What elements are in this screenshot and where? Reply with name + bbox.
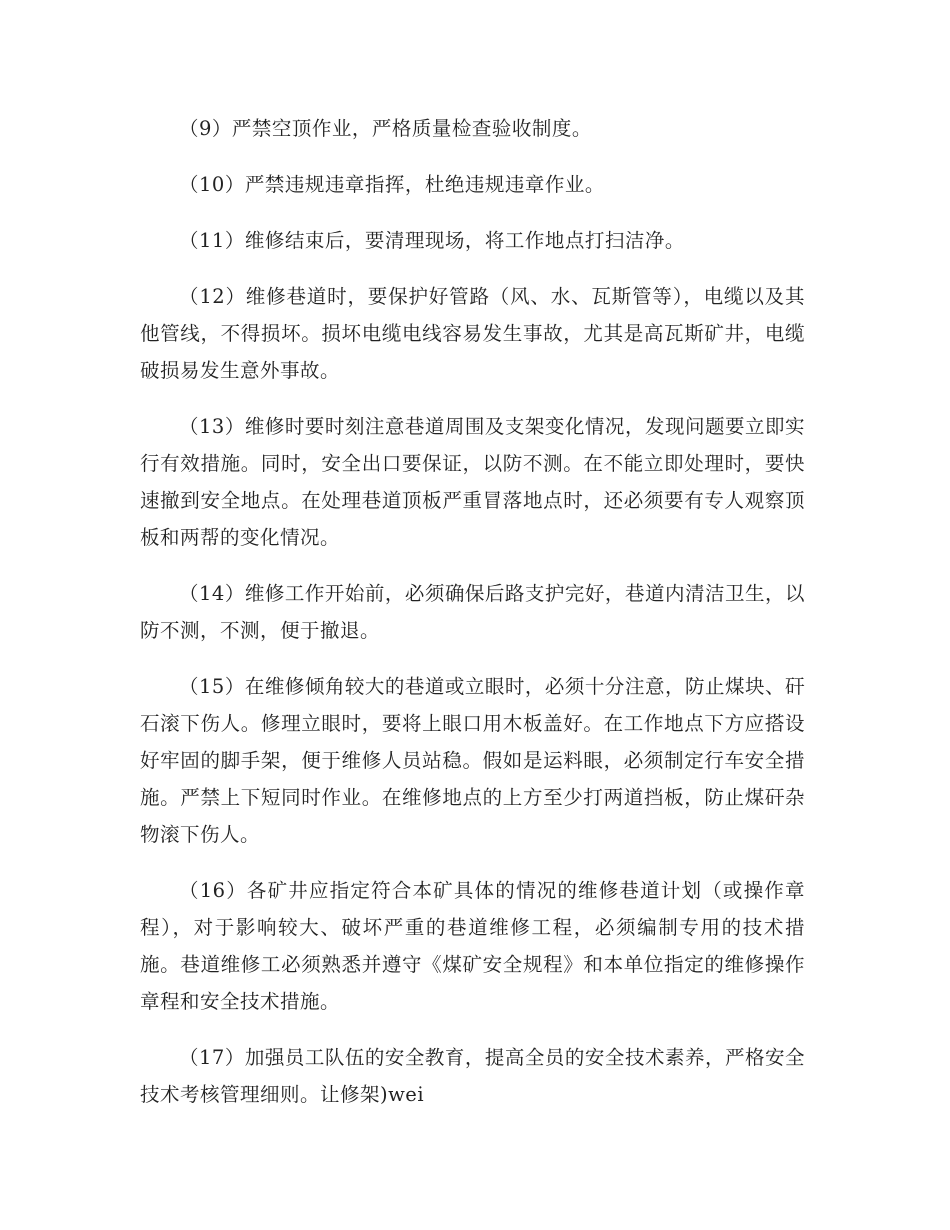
- paragraph-10: （10）严禁违规违章指挥，杜绝违规违章作业。: [179, 173, 605, 196]
- paragraph-14: （14）维修工作开始前，必须确保后路支护完好，巷道内清洁卫生，以防不测，不测，便于撤退。: [140, 582, 805, 642]
- paragraph-12: （12）维修巷道时，要保护好管路（风、水、瓦斯管等），电缆以及其他管线，不得损坏。损坏电缆电线容易发生事故，尤其是高瓦斯矿井，电缆破损易发生意外事故。: [140, 285, 805, 382]
- paragraph-17: （17）加强员工队伍的安全教育，提高全员的安全技术素养，严格安全技术考核管理细则。让修架)wei: [140, 1046, 805, 1106]
- paragraph-16: （16）各矿井应指定符合本矿具体的情况的维修巷道计划（或操作章程），对于影响较大、破坏严重的巷道维修工程，必须编制专用的技术措施。巷道维修工必须熟悉并遵守《煤矿安全规程》和本单位指定的维修操作章程和安全技术措施。: [140, 879, 805, 1013]
- paragraph-9: （9）严禁空顶作业，严格质量检查验收制度。: [179, 117, 592, 140]
- document-body: [140, 110, 805, 1132]
- paragraph-11: （11）维修结束后，要清理现场，将工作地点打扫洁净。: [179, 229, 685, 252]
- paragraph-13: （13）维修时要时刻注意巷道周围及支架变化情况，发现问题要立即实行有效措施。同时，安全出口要保证，以防不测。在不能立即处理时，要快速撤到安全地点。在处理巷道顶板严重冒落地点时，还必须要有专人观察顶板和两帮的变化情况。: [140, 415, 805, 549]
- paragraph-15: （15）在维修倾角较大的巷道或立眼时，必须十分注意，防止煤块、矸石滚下伤人。修理立眼时，要将上眼口用木板盖好。在工作地点下方应搭设好牢固的脚手架，便于维修人员站稳。假如是运料眼，必须制定行车安全措施。严禁上下短同时作业。在维修地点的上方至少打两道挡板，防止煤矸杂物滚下伤人。: [140, 675, 805, 846]
